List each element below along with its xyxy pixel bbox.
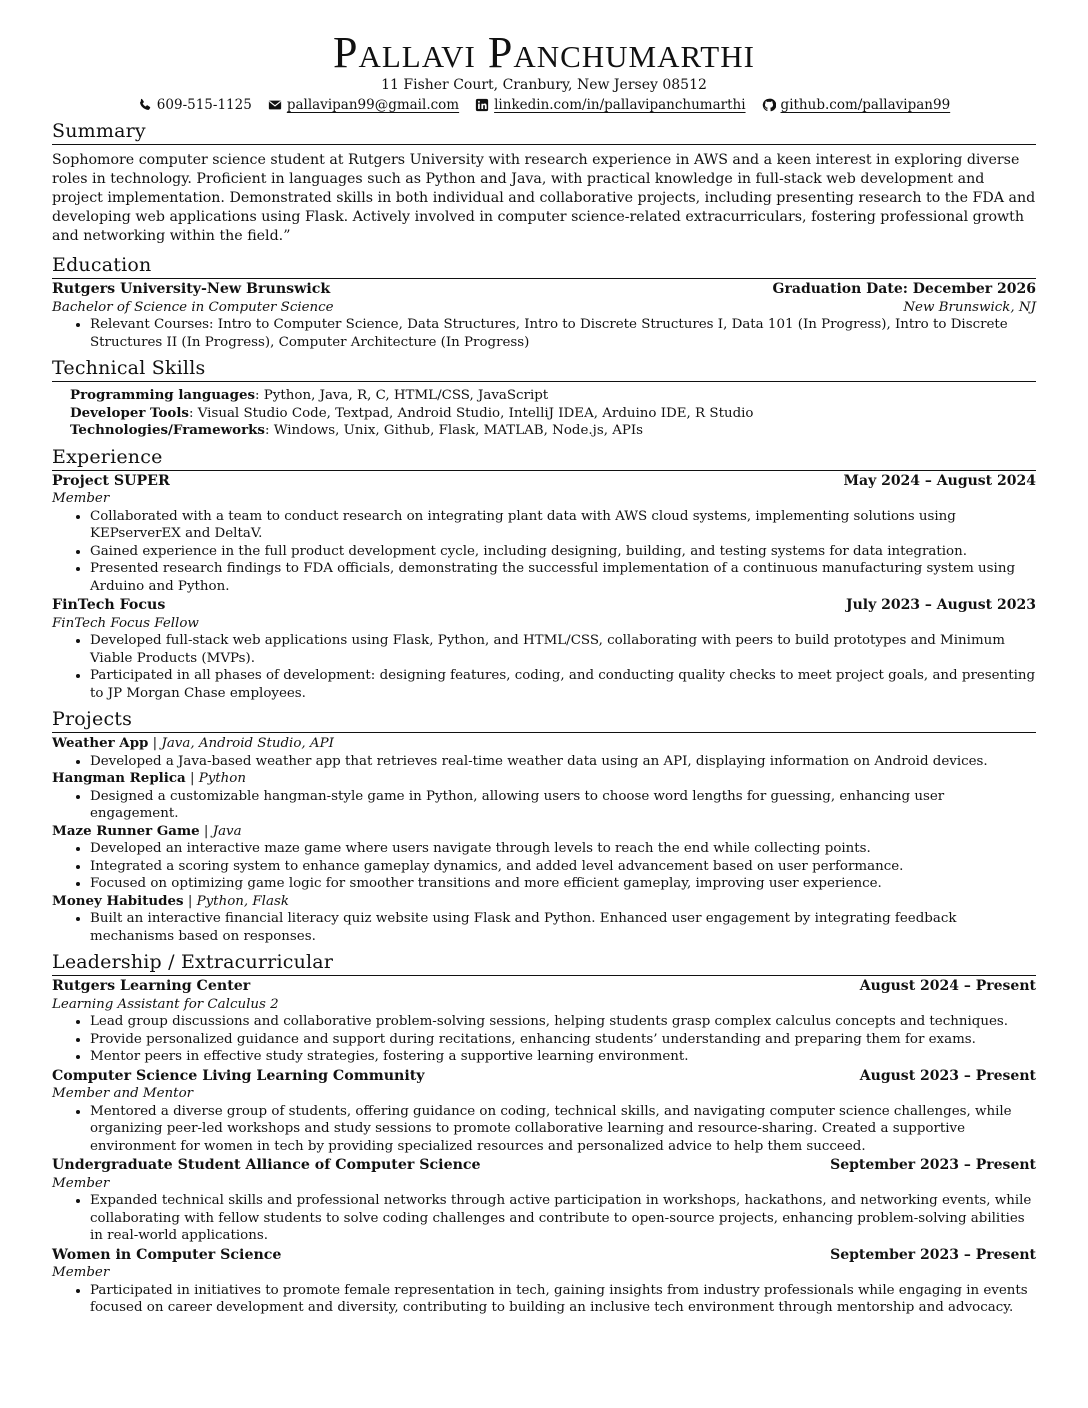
separator: | [199, 823, 213, 839]
org-name: Project SUPER [52, 472, 170, 489]
skill-label: Developer Tools [70, 404, 189, 421]
linkedin-icon [475, 98, 489, 112]
section-skills-heading: Technical Skills [52, 357, 1036, 382]
list-item: • Built an interactive financial literacy quiz website using Flask and Python. Enhanced user engagement by integrating feedback mechanisms based on responses. [90, 910, 1036, 945]
leadership-entry [52, 1247, 1036, 1317]
list-item: • Mentored a diverse group of students, offering guidance on coding, technical skills, and navigating computer science challenges, while organizing peer-led workshops and study sessions to promote collaborative learning and resource-sharing. Created a supportive environment for women in tech by providing specialized resources and personalized advice to help them succeed. [90, 1103, 1036, 1156]
separator: | [148, 736, 162, 751]
list-item: • Lead group discussions and collaborative problem-solving sessions, helping students grasp complex calculus concepts and techniques. [90, 1013, 1036, 1031]
email-contact[interactable] [268, 96, 459, 114]
role-title: Member and Mentor [52, 1086, 194, 1101]
degree: Bachelor of Science in Computer Science [52, 299, 334, 315]
skill-row-tech [70, 422, 1036, 440]
bullet-list [52, 840, 1036, 893]
leadership-entry [52, 1157, 1036, 1245]
org-name: Rutgers Learning Center [52, 978, 251, 994]
candidate-name: Pallavi Panchumarthi [333, 28, 755, 77]
role-title: Learning Assistant for Calculus 2 [52, 996, 279, 1012]
graduation-date: Graduation Date: December 2026 [772, 281, 1036, 297]
project-name: Maze Runner Game [52, 822, 200, 839]
email-link[interactable]: pallavipan99@gmail.com [286, 97, 460, 113]
bullet-list [52, 1013, 1036, 1066]
section-summary-heading: Summary [52, 120, 1036, 145]
skill-row-languages [70, 387, 1036, 405]
org-name: Computer Science Living Learning Community [52, 1067, 425, 1084]
org-name: Undergraduate Student Alliance of Computer Science [52, 1157, 481, 1173]
linkedin-link[interactable]: linkedin.com/in/pallavipanchumarthi [494, 97, 746, 113]
project-name: Money Habitudes [52, 892, 184, 909]
experience-entry [52, 597, 1036, 702]
bullet-list [52, 632, 1036, 702]
experience-entry [52, 473, 1036, 596]
date-range: August 2024 – Present [859, 978, 1036, 994]
list-item: • Mentor peers in effective study strategies, fostering a supportive learning environment. [90, 1048, 1036, 1066]
skill-value: : Python, Java, R, C, HTML/CSS, JavaScript [255, 388, 549, 403]
list-item: • Provide personalized guidance and support during recitations, enhancing students’ understanding and preparing them for exams. [90, 1031, 1036, 1049]
list-item: • Participated in initiatives to promote female representation in tech, gaining insights from industry professionals while engaging in events focused on career development and diversity, contributing to building an inclusive tech environment through mentorship and advocacy. [90, 1282, 1036, 1317]
bullet-list [52, 788, 1036, 823]
list-item: • Integrated a scoring system to enhance gameplay dynamics, and added level advancement based on user performance. [90, 858, 1036, 876]
project-entry [52, 893, 1036, 946]
list-item: • Developed a Java-based weather app that retrieves real-time weather data using an API, displaying information on Android devices. [90, 753, 1036, 771]
list-item: • Focused on optimizing game logic for smoother transitions and more efficient gameplay, improving user experience. [90, 875, 1036, 893]
linkedin-contact[interactable] [475, 96, 745, 114]
contact-row [52, 96, 1036, 114]
bullet-list [52, 1282, 1036, 1317]
section-projects-heading: Projects [52, 708, 1036, 733]
separator: | [185, 771, 199, 786]
section-experience-heading: Experience [52, 446, 1036, 471]
date-range: July 2023 – August 2023 [845, 597, 1036, 613]
education-entry [52, 281, 1036, 351]
school-name: Rutgers University-New Brunswick [52, 281, 331, 297]
phone-number: 609-515-1125 [156, 97, 252, 113]
project-name: Weather App [52, 735, 149, 751]
project-tech: Java, Android Studio, API [161, 736, 334, 751]
bullet-list [52, 753, 1036, 771]
date-range: September 2023 – Present [830, 1157, 1036, 1173]
section-leadership-heading: Leadership / Extracurricular [52, 951, 1036, 976]
github-contact[interactable] [762, 96, 951, 114]
project-tech: Python [198, 771, 246, 786]
project-tech: Java [212, 823, 242, 839]
project-entry [52, 770, 1036, 823]
date-range: May 2024 – August 2024 [843, 472, 1036, 489]
list-item: • Expanded technical skills and professional networks through active participation in workshops, hackathons, and networking events, while collaborating with fellow students to solve coding challenges and contribute to open-source projects, enhancing problem-solving abilities in real-world applications. [90, 1192, 1036, 1245]
bullet-list [52, 1103, 1036, 1156]
list-item: • Participated in all phases of development: designing features, coding, and conducting quality checks to meet project goals, and presenting to JP Morgan Chase employees. [90, 667, 1036, 702]
education-bullets [52, 316, 1036, 351]
list-item: • Collaborated with a team to conduct research on integrating plant data with AWS cloud systems, implementing solutions using KEPserverEX and DeltaV. [90, 508, 1036, 543]
separator: | [183, 893, 197, 909]
school-location: New Brunswick, NJ [903, 299, 1036, 315]
project-tech: Python, Flask [196, 893, 289, 909]
role-title: Member [52, 1175, 110, 1191]
section-education-heading: Education [52, 254, 1036, 279]
skill-value: : Windows, Unix, Github, Flask, MATLAB, Node.js, APIs [264, 423, 644, 438]
list-item: • Gained experience in the full product development cycle, including designing, building, and testing systems for data integration. [90, 543, 1036, 561]
bullet-list [52, 910, 1036, 945]
org-name: FinTech Focus [52, 597, 166, 613]
date-range: September 2023 – Present [830, 1246, 1036, 1263]
phone-contact[interactable] [138, 96, 252, 114]
envelope-icon [268, 98, 282, 112]
project-name: Hangman Replica [52, 770, 186, 786]
role-title: Member [52, 1265, 110, 1280]
bullet-list [52, 1192, 1036, 1245]
project-entry [52, 823, 1036, 893]
skill-label: Technologies/Frameworks [70, 422, 265, 438]
list-item: • Developed full-stack web applications using Flask, Python, and HTML/CSS, collaborating with peers to build prototypes and Minimum Viable Products (MVPs). [90, 632, 1036, 667]
bullet-list [52, 508, 1036, 596]
project-entry [52, 735, 1036, 770]
skill-value: : Visual Studio Code, Textpad, Android Studio, IntelliJ IDEA, Arduino IDE, R Studio [188, 405, 754, 421]
list-item: • Designed a customizable hangman-style game in Python, allowing users to choose word lengths for guessing, enhancing user engagement. [90, 788, 1036, 823]
role-title: Member [52, 491, 110, 506]
leadership-entry [52, 978, 1036, 1066]
github-link[interactable]: github.com/pallavipan99 [780, 97, 951, 113]
org-name: Women in Computer Science [52, 1246, 282, 1263]
list-item: • Developed an interactive maze game where users navigate through levels to reach the end while collecting points. [90, 840, 1036, 858]
skill-label: Programming languages [70, 387, 256, 403]
skill-row-tools [70, 405, 1036, 423]
phone-icon [138, 98, 152, 112]
skills-block [52, 387, 1036, 440]
list-item: • Relevant Courses: Intro to Computer Science, Data Structures, Intro to Discrete Structures I, Data 101 (In Progress), Intro to Discrete Structures II (In Progress), Computer Architecture (In Progress) [90, 316, 1036, 351]
resume-header [52, 30, 1036, 114]
list-item: • Presented research findings to FDA officials, demonstrating the successful implementation of a continuous manufacturing system using Arduino and Python. [90, 560, 1036, 595]
role-title: FinTech Focus Fellow [52, 615, 199, 631]
summary-text: Sophomore computer science student at Rutgers University with research experience in AWS and a keen interest in exploring diverse roles in technology. Proficient in languages such as Python and Java, with practical knowledge in full-stack web development and project implementation. Demonstrated skills in both individual and collaborative projects, including presenting research to the FDA and developing web applications using Flask. Actively involved in computer science-related extracurriculars, fostering professional growth and networking within the field.” [52, 152, 1036, 244]
github-icon [762, 98, 776, 112]
date-range: August 2023 – Present [859, 1067, 1036, 1084]
leadership-entry [52, 1068, 1036, 1156]
address: 11 Fisher Court, Cranbury, New Jersey 08512 [381, 77, 707, 93]
